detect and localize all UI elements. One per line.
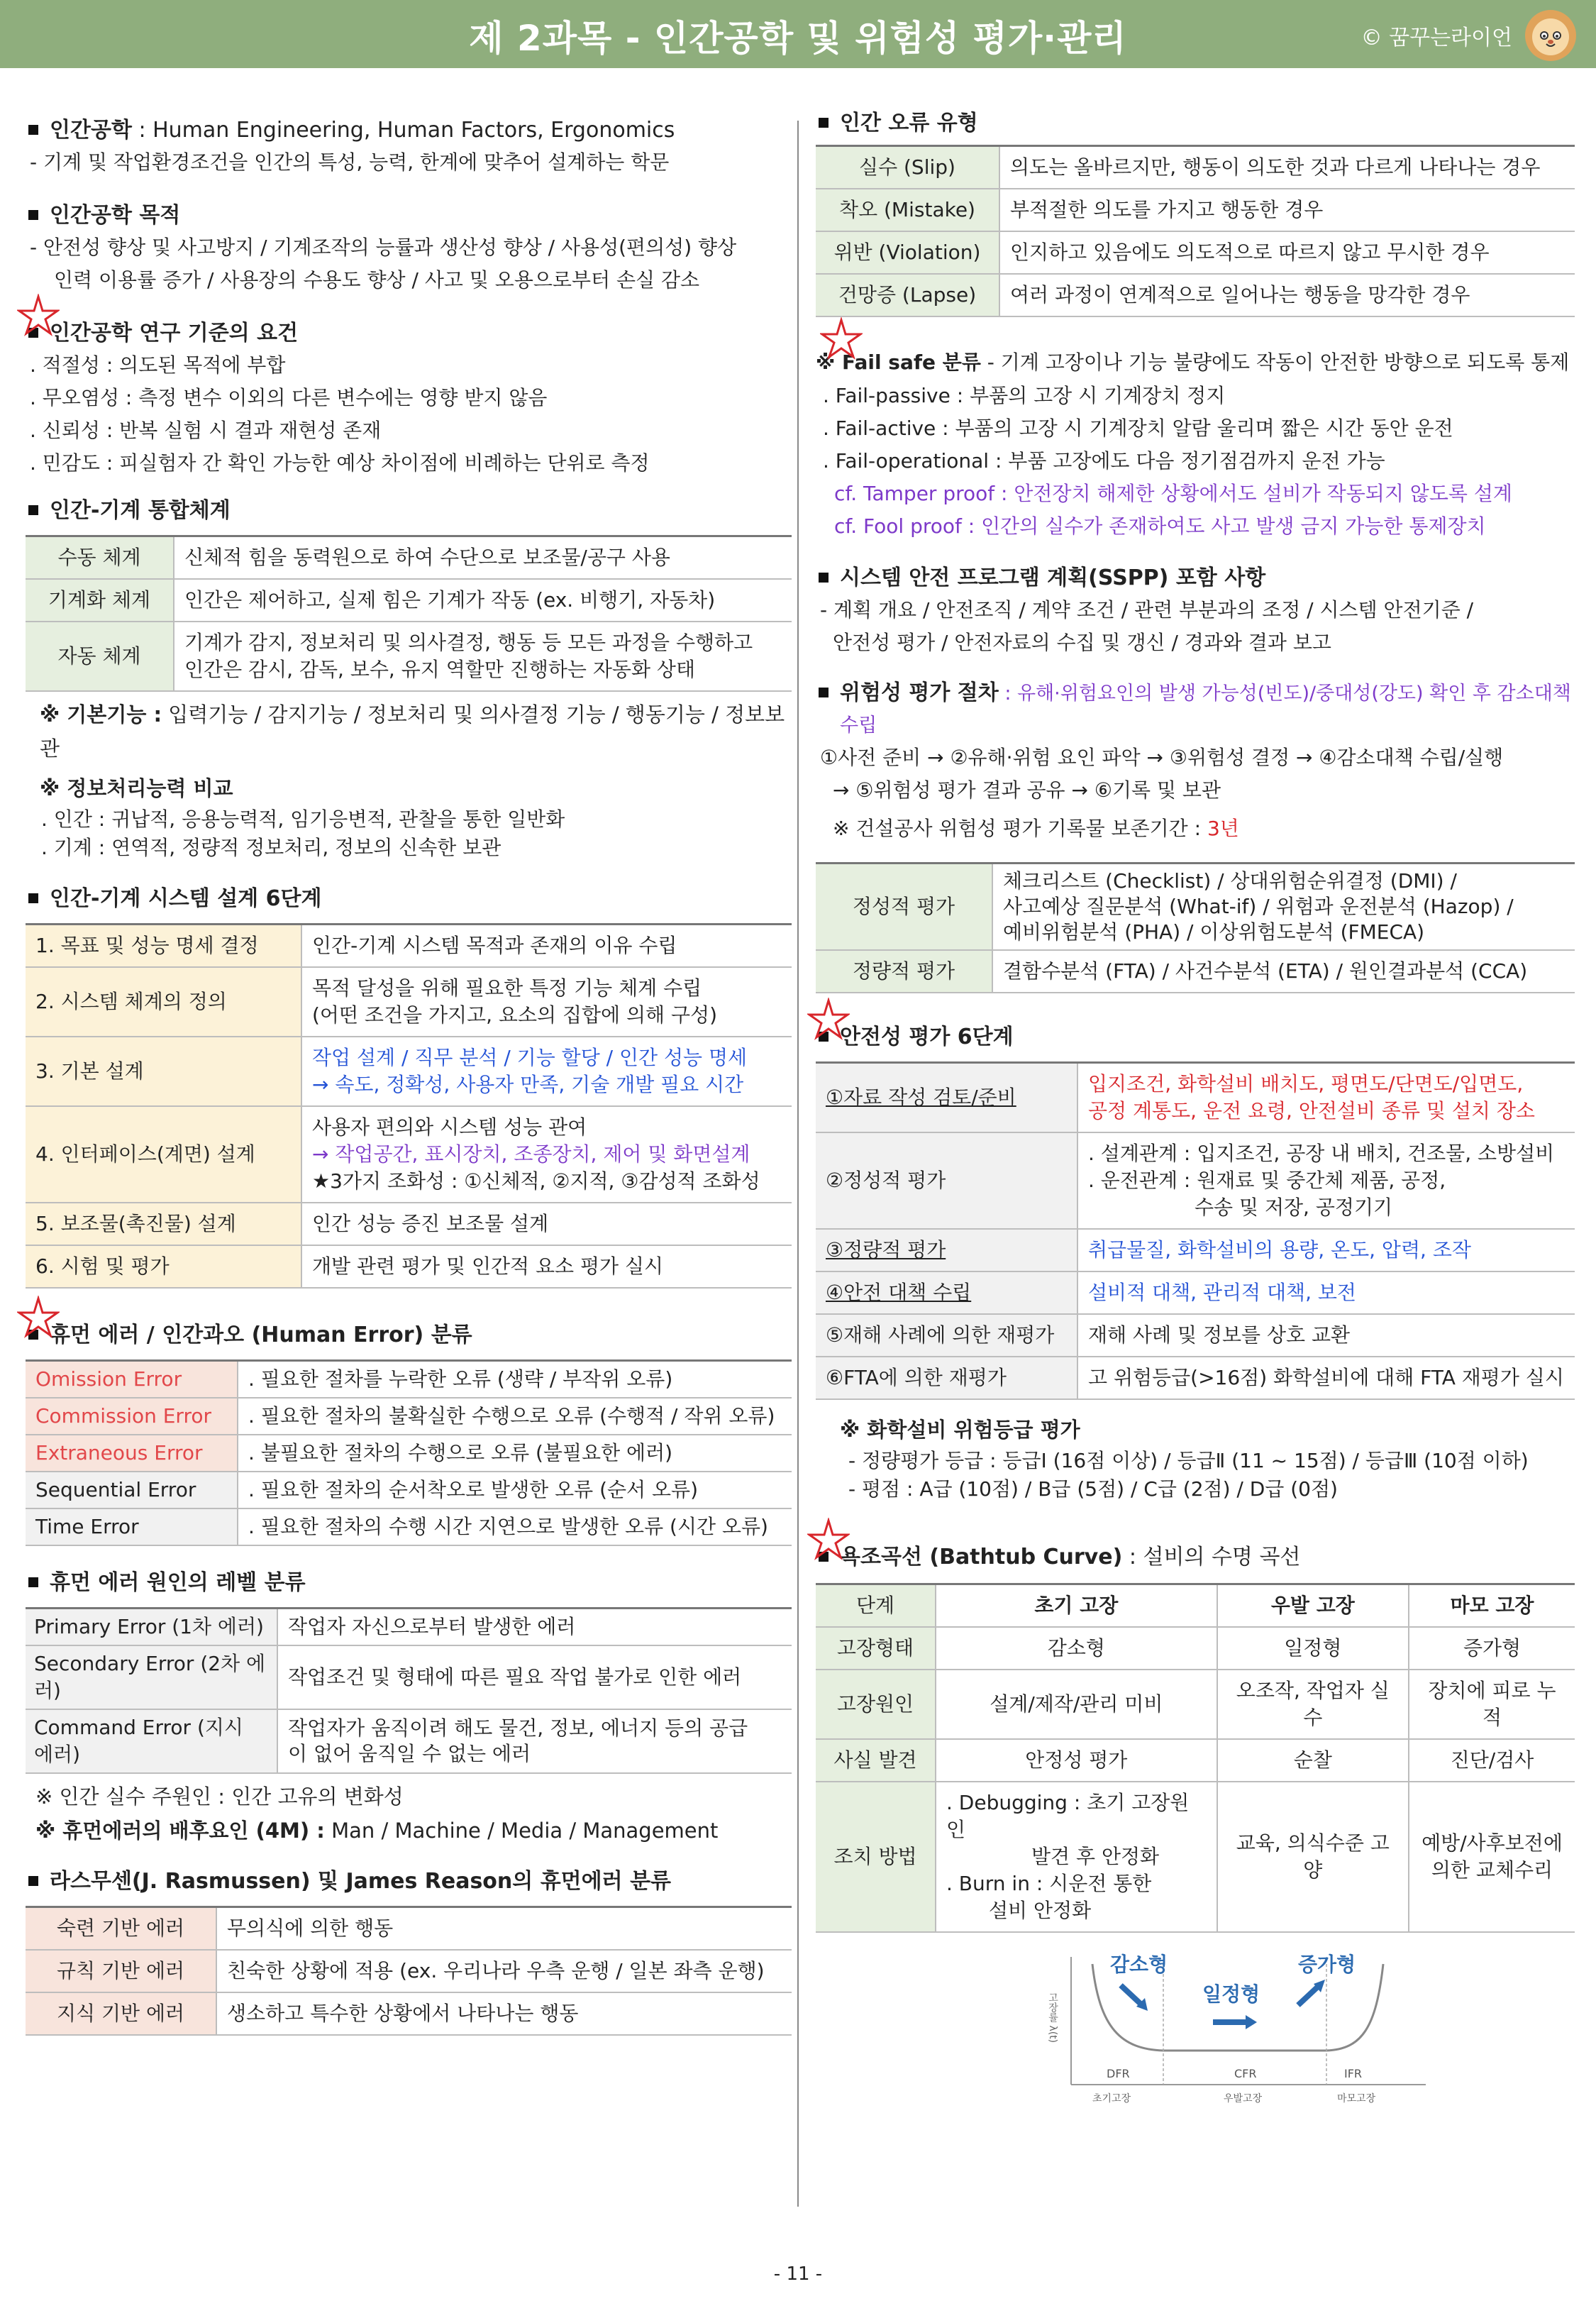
criteria-line-4: . 민감도 : 피실험자 간 확인 가능한 예상 차이점에 비례하는 단위로 측정 — [30, 451, 650, 475]
table-value: 여러 과정이 연계적으로 일어나는 행동을 망각한 경우 — [999, 274, 1575, 316]
table-key: 실수 (Slip) — [816, 146, 999, 189]
note-text: ※ 건설공사 위험성 평가 기록물 보존기간 : — [833, 817, 1207, 840]
table-row — [26, 1361, 792, 1399]
section-title: 인간 오류 유형 — [840, 111, 978, 136]
table-cell: 오조작, 작업자 실수 — [1217, 1670, 1409, 1739]
right-column — [816, 106, 1575, 2120]
table-value — [301, 1106, 792, 1203]
table-value: 설비적 대책, 관리적 대책, 보전 — [1077, 1271, 1575, 1314]
design-steps-table — [26, 923, 792, 1289]
star-icon — [820, 317, 863, 360]
table-header: 우발 고장 — [1217, 1584, 1409, 1628]
info-line-1: . 인간 : 귀납적, 응용능력적, 임기응변적, 관찰을 통한 일반화 — [41, 807, 565, 831]
table-cell — [1409, 1782, 1575, 1932]
fail-line-2: . Fail-active : 부품의 고장 시 기계장치 알람 울리며 짧은 시간 동안 운전 — [823, 416, 1453, 440]
note-label: ※ 정보처리능력 비교 — [40, 776, 233, 800]
purpose-line-2: 인력 이용률 증가 / 사용장의 수용도 향상 / 사고 및 오용으로부터 손실 감소 — [54, 268, 700, 292]
table-row — [816, 189, 1575, 231]
table-key: 고장형태 — [816, 1627, 936, 1670]
table-cell: 감소형 — [936, 1627, 1217, 1670]
table-key: 4. 인터페이스(계면) 설계 — [26, 1106, 301, 1203]
copyright-text: © 꿈꾸는라이언 — [1361, 26, 1512, 50]
table-key: 착오 (Mistake) — [816, 189, 999, 231]
cell-line: . Debugging : 초기 고장원인 — [946, 1791, 1190, 1841]
table-value: . 필요한 절차를 누락한 오류 (생략 / 부작위 오류) — [238, 1361, 792, 1399]
table-key: Sequential Error — [26, 1472, 238, 1508]
table-value: 친숙한 상황에 적용 (ex. 우리나라 우측 운행 / 일본 좌측 운행) — [216, 1950, 792, 1992]
table-key: 건망증 (Lapse) — [816, 274, 999, 316]
table-key: Omission Error — [26, 1361, 238, 1399]
table-row — [26, 1508, 792, 1545]
table-value: . 필요한 절차의 순서착오로 발생한 오류 (순서 오류) — [238, 1472, 792, 1508]
decreasing-label: 감소형 — [1110, 1953, 1168, 1976]
human-error-table — [26, 1359, 792, 1546]
table-key: Commission Error — [26, 1398, 238, 1435]
section-title-rest: : Human Engineering, Human Factors, Ergonomics — [131, 118, 675, 143]
table-key: 1. 목표 및 성능 명세 결정 — [26, 925, 301, 968]
note-text: 입력기능 / 감지기능 / 정보처리 및 의사결정 기능 / 행동기능 / 정보보관 — [40, 702, 785, 761]
dfr-label: DFR — [1107, 2067, 1130, 2080]
section-title: 욕조곡선 (Bathtub Curve) — [840, 1545, 1123, 1569]
table-value — [1077, 1132, 1575, 1229]
man-machine-table — [26, 535, 792, 692]
sspp-line-1: - 계획 개요 / 안전조직 / 계약 조건 / 관련 부분과의 조정 / 시스템 안전기준 / — [820, 598, 1474, 622]
cell-line: 발견 후 안정화 — [1031, 1845, 1160, 1868]
value-line: 사용자 편의와 시스템 성능 관여 — [312, 1115, 587, 1139]
table-key: Command Error (지시 에러) — [26, 1709, 277, 1773]
section-human-error-types — [26, 1320, 792, 1351]
early-failure-label: 초기고장 — [1092, 2093, 1131, 2104]
y-axis-label: 고장률 λ(t) — [1047, 1992, 1058, 2043]
value-line: 작업자가 움직이려 해도 물건, 정보, 에너지 등의 공급 — [288, 1716, 748, 1740]
table-row — [816, 1132, 1575, 1229]
table-row — [26, 1709, 792, 1773]
table-cell: 일정형 — [1217, 1627, 1409, 1670]
table-row — [816, 1670, 1575, 1739]
table-row — [816, 1229, 1575, 1271]
table-row — [26, 1106, 792, 1203]
table-key: 5. 보조물(촉진물) 설계 — [26, 1203, 301, 1245]
safety-eval-table — [816, 1061, 1575, 1400]
table-row — [26, 1435, 792, 1472]
table-key: Time Error — [26, 1508, 238, 1545]
table-key: Primary Error (1차 에러) — [26, 1609, 277, 1646]
fail-safe-heading — [816, 346, 1575, 380]
grade-line-2: - 평점 : A급 (10점) / B급 (5점) / C급 (2점) / D급 (0점) — [848, 1477, 1338, 1501]
table-key: ⑥FTA에 의한 재평가 — [816, 1357, 1077, 1399]
star-icon — [17, 294, 60, 336]
table-row — [816, 864, 1575, 951]
cell-line: 의한 교체수리 — [1431, 1858, 1553, 1882]
table-key — [816, 1271, 1077, 1314]
section-safety-eval-steps — [816, 1022, 1575, 1053]
table-value: 작업자 자신으로부터 발생한 에러 — [277, 1609, 792, 1646]
table-cell: 장치에 피로 누적 — [1409, 1670, 1575, 1739]
risk-step-line-1: ①사전 준비 → ②유해·위험 요인 파악 → ③위험성 결정 → ④감소대책 수립/실행 — [820, 746, 1504, 769]
value-line: 이 없어 움직일 수 없는 에러 — [288, 1742, 531, 1765]
table-row — [26, 1398, 792, 1435]
value-line: 목적 달성을 위해 필요한 특정 기능 체계 수립 — [312, 976, 702, 1000]
value-line: 공정 계통도, 운전 요령, 안전설비 종류 및 설치 장소 — [1088, 1099, 1535, 1122]
table-key: Extraneous Error — [26, 1435, 238, 1472]
section-title: 위험성 평가 절차 — [840, 680, 999, 705]
note-label: ※ Fail safe 분류 — [816, 351, 981, 374]
table-key: 규칙 기반 에러 — [26, 1950, 216, 1992]
table-row — [816, 950, 1575, 993]
table-row — [816, 1314, 1575, 1357]
star-icon — [807, 998, 850, 1040]
table-cell: 진단/검사 — [1409, 1739, 1575, 1782]
value-line: → 작업공간, 표시장치, 조종장치, 제어 및 화면설계 — [312, 1142, 750, 1166]
tamper-proof-line: cf. Tamper proof : 안전장치 해제한 상황에서도 설비가 작동되지 않도록 설계 — [834, 482, 1512, 505]
value-line: 작업 설계 / 직무 분석 / 기능 할당 / 인간 성능 명세 — [312, 1046, 748, 1069]
sspp-line-2: 안전성 평가 / 안전자료의 수집 및 갱신 / 경과와 결과 보고 — [833, 631, 1331, 654]
table-key: 3. 기본 설계 — [26, 1037, 301, 1106]
table-value: 작업조건 및 형태에 따른 필요 작업 불가로 인한 에러 — [277, 1645, 792, 1709]
error-kinds-table — [816, 145, 1575, 317]
criteria-line-2: . 무오염성 : 측정 변수 이외의 다른 변수에는 영향 받지 않음 — [30, 386, 548, 409]
constant-arrow-head — [1246, 2015, 1257, 2029]
section-title: 시스템 안전 프로그램 계획(SSPP) 포함 사항 — [840, 566, 1266, 590]
risk-step-line-2: → ⑤위험성 평가 결과 공유 → ⑥기록 및 보관 — [833, 778, 1221, 802]
table-row — [26, 1037, 792, 1106]
value-line: → 속도, 정확성, 사용자 만족, 기술 개발 필요 시간 — [312, 1073, 744, 1096]
table-value: 개발 관련 평가 및 인간적 요소 평가 실시 — [301, 1245, 792, 1288]
table-cell: 순찰 — [1217, 1739, 1409, 1782]
section-error-level — [26, 1567, 792, 1599]
section-title: 휴먼 에러 / 인간과오 (Human Error) 분류 — [50, 1323, 472, 1347]
table-key: 6. 시험 및 평가 — [26, 1245, 301, 1288]
table-value: 결함수분석 (FTA) / 사건수분석 (ETA) / 원인결과분석 (CCA) — [992, 950, 1575, 993]
table-value: 인지하고 있음에도 의도적으로 따르지 않고 무시한 경우 — [999, 231, 1575, 274]
bathtub-curve — [1092, 1964, 1383, 2051]
section-research-criteria — [26, 318, 792, 349]
retention-value: 3년 — [1207, 817, 1239, 840]
ifr-label: IFR — [1344, 2067, 1363, 2080]
section-bathtub-curve — [816, 1542, 1575, 1573]
cfr-label: CFR — [1234, 2067, 1257, 2080]
table-value — [1077, 1063, 1575, 1133]
risk-eval-table — [816, 862, 1575, 993]
table-value — [301, 967, 792, 1037]
table-key: 자동 체계 — [26, 622, 174, 691]
table-key: ②정성적 평가 — [816, 1132, 1077, 1229]
risk-grade-note — [816, 1413, 1575, 1447]
section-risk-assessment — [816, 678, 1575, 741]
table-row — [26, 622, 792, 691]
section-system-design-steps — [26, 883, 792, 915]
table-key: ⑤재해 사례에 의한 재평가 — [816, 1314, 1077, 1357]
key-text: ③정량적 평가 — [826, 1238, 946, 1262]
table-value — [174, 622, 792, 691]
left-column — [26, 106, 792, 2036]
table-value: 고 위험등급(>16점) 화학설비에 대해 FTA 재평가 실시 — [1077, 1357, 1575, 1399]
table-value — [301, 1037, 792, 1106]
table-row — [816, 274, 1575, 316]
fail-line-1: . Fail-passive : 부품의 고장 시 기계장치 정지 — [823, 384, 1226, 407]
table-row — [26, 967, 792, 1037]
table-value: . 불필요한 절차의 수행으로 오류 (불필요한 에러) — [238, 1435, 792, 1472]
table-key: 고장원인 — [816, 1670, 936, 1739]
table-cell — [936, 1782, 1217, 1932]
increasing-label: 증가형 — [1298, 1953, 1356, 1976]
section-title: 인간공학 목적 — [50, 203, 181, 228]
section-ergonomics-purpose — [26, 200, 792, 231]
table-key: 정량적 평가 — [816, 950, 992, 993]
table-row — [816, 146, 1575, 189]
star-icon — [17, 1296, 60, 1338]
decreasing-arrow — [1121, 1985, 1142, 2005]
purpose-line-1: - 안전성 향상 및 사고방지 / 기계조작의 능률과 생산성 향상 / 사용성(편의성) 향상 — [30, 236, 737, 259]
note-text: - 기계 고장이나 기능 불량에도 작동이 안전한 방향으로 되도록 통제 — [980, 351, 1570, 374]
value-line: 수송 및 저장, 공정기기 — [1195, 1196, 1393, 1219]
table-row — [26, 1907, 792, 1951]
key-text: ①자료 작성 검토/준비 — [826, 1086, 1016, 1109]
constant-label: 일정형 — [1202, 1982, 1260, 2006]
basic-functions-note — [26, 697, 792, 766]
table-cell: 설계/제작/관리 미비 — [936, 1670, 1217, 1739]
table-row — [816, 231, 1575, 274]
table-value: . 필요한 절차의 수행 시간 지연으로 발생한 오류 (시간 오류) — [238, 1508, 792, 1545]
table-row — [26, 536, 792, 580]
table-row — [26, 1645, 792, 1709]
definition-line: - 기계 및 작업환경조건을 인간의 특성, 능력, 한계에 맞추어 설계하는 학문 — [30, 150, 670, 174]
column-divider — [797, 121, 799, 2207]
page-title: 제 2과목 - 인간공학 및 위험성 평가·관리 — [469, 18, 1127, 59]
table-value — [992, 864, 1575, 951]
section-subtitle: : 설비의 수명 곡선 — [1122, 1545, 1301, 1569]
table-key: 사실 발견 — [816, 1739, 936, 1782]
value-line: 예비위험분석 (PHA) / 이상위험도분석 (FMECA) — [1003, 920, 1425, 944]
increasing-arrow — [1298, 1985, 1319, 2005]
table-key: Secondary Error (2차 에러) — [26, 1645, 277, 1709]
bathtub-table — [816, 1583, 1575, 1933]
info-line-2: . 기계 : 연역적, 정량적 정보처리, 정보의 신속한 보관 — [41, 836, 501, 859]
section-title: 인간공학 연구 기준의 요건 — [50, 321, 299, 346]
table-key: 조치 방법 — [816, 1782, 936, 1932]
note-text: Man / Machine / Media / Management — [324, 1819, 719, 1843]
table-header-row — [816, 1584, 1575, 1628]
page-number: - 11 - — [773, 2263, 823, 2285]
section-title: 안전성 평가 6단계 — [840, 1025, 1014, 1049]
table-row — [26, 1203, 792, 1245]
table-row — [816, 1271, 1575, 1314]
table-header: 마모 고장 — [1409, 1584, 1575, 1628]
retention-note — [816, 812, 1575, 845]
value-line: . 설계관계 : 입지조건, 공장 내 배치, 건조물, 소방설비 — [1088, 1142, 1555, 1165]
value-line: ★3가지 조화성 : ①신체적, ②지적, ③감성적 조화성 — [312, 1169, 760, 1193]
table-value: 무의식에 의한 행동 — [216, 1907, 792, 1951]
table-key: 2. 시스템 체계의 정의 — [26, 967, 301, 1037]
section-title: 휴먼 에러 원인의 레벨 분류 — [50, 1570, 306, 1595]
fool-proof-line: cf. Fool proof : 인간의 실수가 존재하여도 사고 발생 금지 가능한 통제장치 — [834, 514, 1486, 538]
table-value: 신체적 힘을 동력원으로 하여 수단으로 보조물/공구 사용 — [174, 536, 792, 580]
table-row — [26, 925, 792, 968]
table-key: 위반 (Violation) — [816, 231, 999, 274]
table-row — [26, 1245, 792, 1288]
note-label: ※ 기본기능 : — [40, 702, 162, 727]
table-key: 정성적 평가 — [816, 864, 992, 951]
error-level-table — [26, 1607, 792, 1774]
random-failure-label: 우발고장 — [1224, 2093, 1263, 2104]
table-value: 의도는 올바르지만, 행동이 의도한 것과 다르게 나타나는 경우 — [999, 146, 1575, 189]
table-key: 숙련 기반 에러 — [26, 1907, 216, 1951]
grade-line-1: - 정량평가 등급 : 등급Ⅰ (16점 이상) / 등급Ⅱ (11 ~ 15점) / 등급Ⅲ (10점 이하) — [848, 1449, 1529, 1472]
value-line: 인간은 감시, 감독, 보수, 유지 역할만 진행하는 자동화 상태 — [184, 658, 696, 681]
section-ergonomics — [26, 115, 792, 146]
table-row — [26, 1950, 792, 1992]
table-value: 인간은 제어하고, 실제 힘은 기계가 작동 (ex. 비행기, 자동차) — [174, 579, 792, 622]
note-label: ※ 휴먼에러의 배후요인 (4M) : — [35, 1819, 325, 1843]
bathtub-curve-diagram — [1043, 1950, 1440, 2120]
table-row — [816, 1739, 1575, 1782]
lion-mascot-icon — [1521, 4, 1580, 64]
section-title: 라스무센(J. Rasmussen) 및 James Reason의 휴먼에러 분류 — [50, 1869, 672, 1894]
table-row — [816, 1063, 1575, 1133]
header-bar — [0, 0, 1596, 68]
section-title: 인간-기계 시스템 설계 6단계 — [50, 886, 322, 911]
table-row — [816, 1627, 1575, 1670]
table-key — [816, 1229, 1077, 1271]
criteria-line-3: . 신뢰성 : 반복 실험 시 결과 재현성 존재 — [30, 419, 382, 442]
table-value: 인간 성능 증진 보조물 설계 — [301, 1203, 792, 1245]
info-processing-note — [26, 771, 792, 805]
table-key: 지식 기반 에러 — [26, 1992, 216, 2035]
table-row — [816, 1357, 1575, 1399]
rasmussen-table — [26, 1906, 792, 2036]
cell-line: 예방/사후보전에 — [1422, 1831, 1563, 1855]
table-value: 부적절한 의도를 가지고 행동한 경우 — [999, 189, 1575, 231]
table-value — [277, 1709, 792, 1773]
table-row — [816, 1782, 1575, 1932]
table-key — [816, 1063, 1077, 1133]
table-row — [26, 579, 792, 622]
fail-line-3: . Fail-operational : 부품 고장에도 다음 정기점검까지 운전 가능 — [823, 449, 1385, 473]
wearout-failure-label: 마모고장 — [1337, 2093, 1376, 2104]
note-label: ※ 화학설비 위험등급 평가 — [840, 1418, 1080, 1442]
4m-note — [26, 1814, 792, 1848]
value-line: 사고예상 질문분석 (What-if) / 위험과 운전분석 (Hazop) / — [1003, 895, 1514, 918]
table-header: 단계 — [816, 1584, 936, 1628]
star-icon — [807, 1518, 850, 1560]
value-line: 입지조건, 화학설비 배치도, 평면도/단면도/입면도, — [1088, 1072, 1524, 1096]
key-text: ④안전 대책 수립 — [826, 1281, 972, 1304]
table-value: 취급물질, 화학설비의 용량, 온도, 압력, 조작 — [1077, 1229, 1575, 1271]
table-cell: 안정성 평가 — [936, 1739, 1217, 1782]
table-key: 기계화 체계 — [26, 579, 174, 622]
section-man-machine-system — [26, 495, 792, 526]
cell-line: 설비 안정화 — [989, 1899, 1092, 1922]
section-human-error-kinds — [816, 108, 1575, 139]
criteria-line-1: . 적절성 : 의도된 목적에 부합 — [30, 353, 286, 377]
value-line: 기계가 감지, 정보처리 및 의사결정, 행동 등 모든 과정을 수행하고 — [184, 631, 753, 654]
section-subtitle: : 유해·위험요인의 발생 가능성(빈도)/중대성(강도) 확인 후 감소대책 수립 — [840, 683, 1571, 737]
value-line: (어떤 조건을 가지고, 요소의 집합에 의해 구성) — [312, 1003, 718, 1027]
table-cell: 증가형 — [1409, 1627, 1575, 1670]
table-value: 재해 사례 및 정보를 상호 교환 — [1077, 1314, 1575, 1357]
table-header: 초기 고장 — [936, 1584, 1217, 1628]
value-line: . 운전관계 : 원재료 및 중간체 제품, 공정, — [1088, 1169, 1446, 1192]
table-value: 생소하고 특수한 상황에서 나타나는 행동 — [216, 1992, 792, 2035]
cell-line: . Burn in : 시운전 통한 — [946, 1872, 1152, 1895]
table-cell: 교육, 의식수준 고양 — [1217, 1782, 1409, 1932]
table-key: 수동 체계 — [26, 536, 174, 580]
table-row — [26, 1472, 792, 1508]
table-row — [26, 1992, 792, 2035]
section-title: 인간공학 — [50, 118, 132, 143]
table-row — [26, 1609, 792, 1646]
value-line: 체크리스트 (Checklist) / 상대위험순위결정 (DMI) / — [1003, 869, 1457, 893]
section-title: 인간-기계 통합체계 — [50, 498, 231, 523]
section-rasmussen — [26, 1866, 792, 1897]
table-value: 인간-기계 시스템 목적과 존재의 이유 수립 — [301, 925, 792, 968]
error-cause-note: ※ 인간 실수 주원인 : 인간 고유의 변화성 — [35, 1784, 404, 1809]
section-sspp — [816, 563, 1575, 594]
table-value: . 필요한 절차의 불확실한 수행으로 오류 (수행적 / 작위 오류) — [238, 1398, 792, 1435]
